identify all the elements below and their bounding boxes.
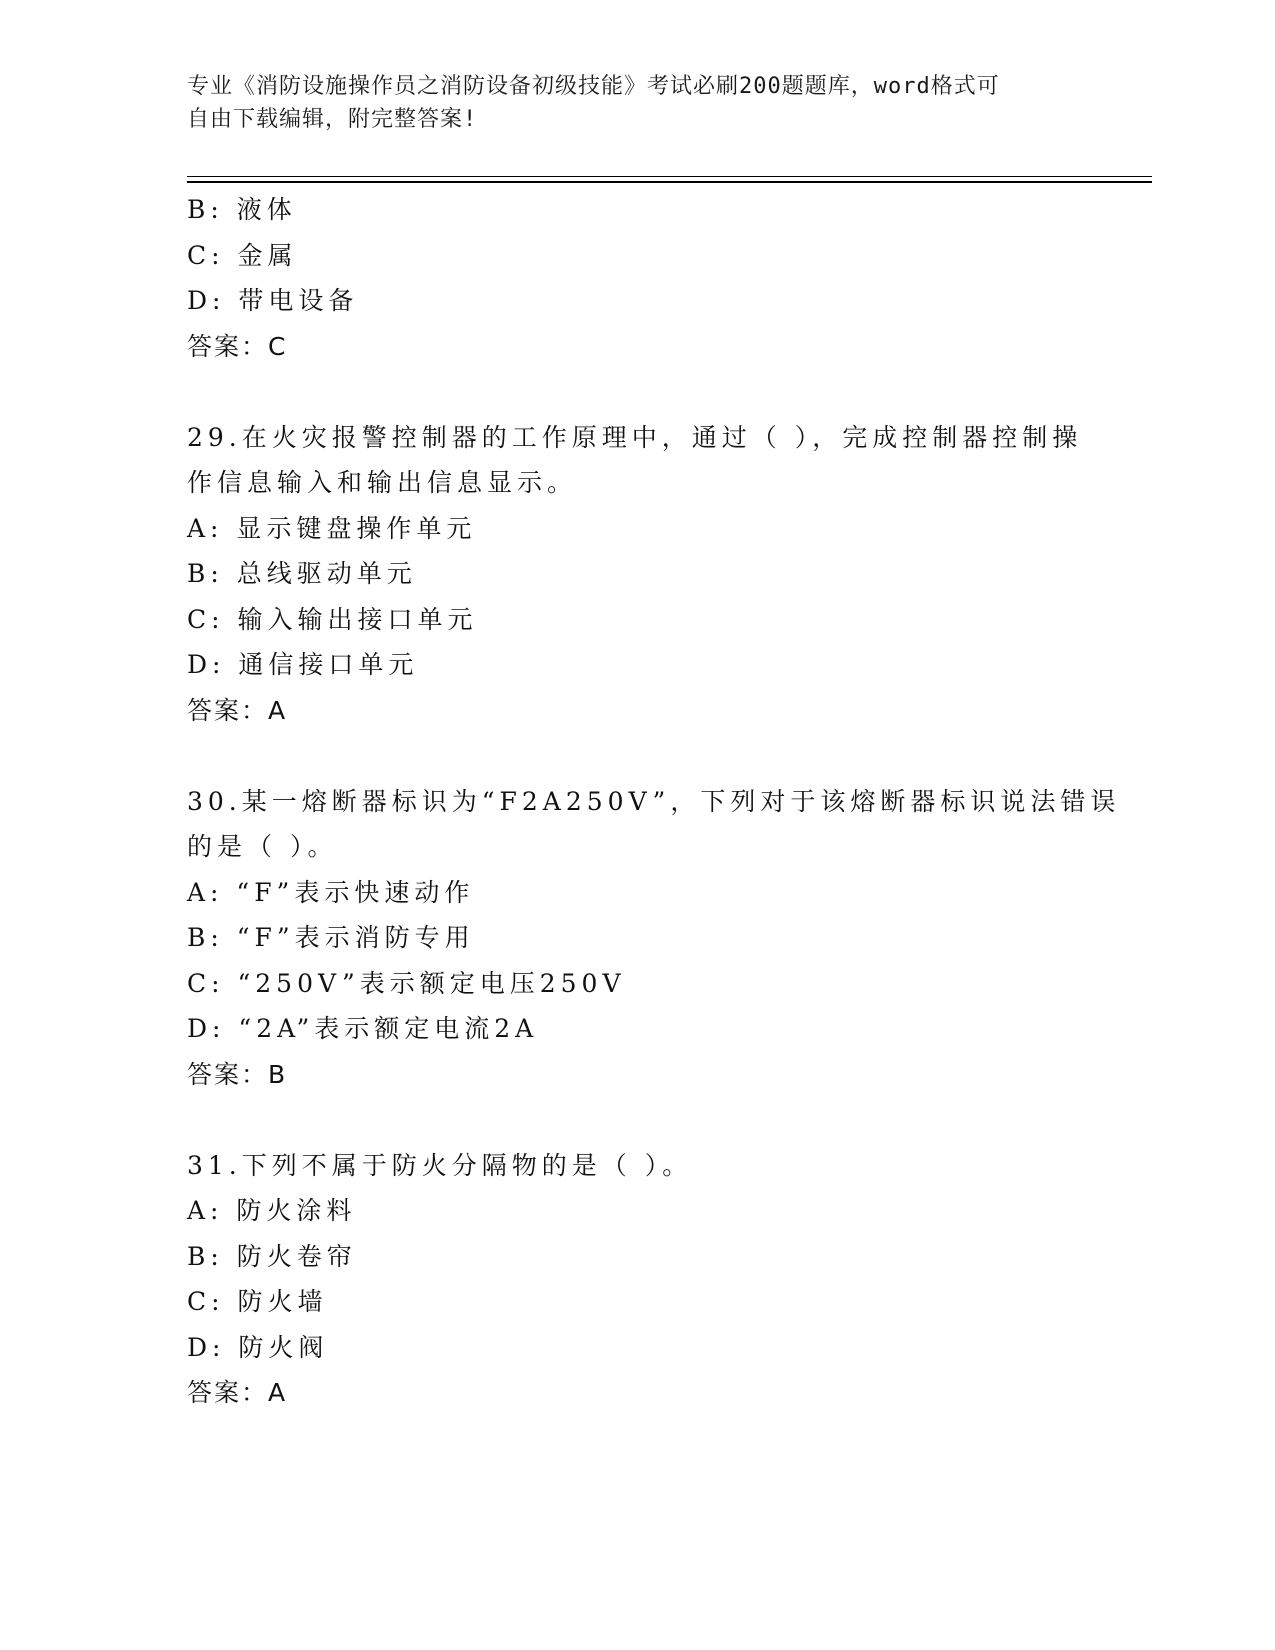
option-a: A: 防火涂料 bbox=[187, 1196, 357, 1225]
option-d: D: 带电设备 bbox=[187, 286, 359, 315]
option-b: B: 防火卷帘 bbox=[187, 1241, 357, 1271]
option-a: A: 显示键盘操作单元 bbox=[187, 513, 477, 543]
option-d: D: 防火阀 bbox=[187, 1332, 329, 1362]
question-stem-continued: 的是（ ）。 bbox=[187, 832, 338, 861]
header-line-2: 自由下载编辑，附完整答案! bbox=[187, 107, 478, 132]
question-28 bbox=[187, 187, 1127, 369]
answer: 答案：A bbox=[187, 695, 288, 725]
answer: 答案：A bbox=[187, 1378, 288, 1407]
question-stem: 30.某一熔断器标识为“F2A250V”，下列对于该熔断器标识说法错误 bbox=[187, 786, 1121, 816]
page-header bbox=[187, 70, 1067, 136]
option-b: B: 总线驱动单元 bbox=[187, 559, 417, 588]
option-c: C: 防火墙 bbox=[187, 1287, 328, 1316]
option-b: B: “F”表示消防专用 bbox=[187, 923, 475, 952]
answer: 答案：C bbox=[187, 331, 288, 361]
option-d: D: 通信接口单元 bbox=[187, 650, 419, 679]
answer: 答案：B bbox=[187, 1059, 288, 1089]
option-a: A: “F”表示快速动作 bbox=[187, 877, 475, 907]
option-c: C: “250V”表示额定电压250V bbox=[187, 968, 626, 998]
header-rule-thin bbox=[187, 176, 1152, 177]
question-list bbox=[187, 187, 1127, 1416]
spacer bbox=[187, 1097, 1127, 1143]
question-stem: 31.下列不属于防火分隔物的是（ ）。 bbox=[187, 1150, 693, 1180]
question-30 bbox=[187, 779, 1127, 1098]
header-line-1: 专业《消防设施操作员之消防设备初级技能》考试必刷200题题库，word格式可 bbox=[187, 74, 1000, 99]
option-b: B: 液体 bbox=[187, 195, 297, 224]
spacer bbox=[187, 733, 1127, 779]
question-stem-continued: 作信息输入和输出信息显示。 bbox=[187, 468, 578, 497]
question-stem: 29.在火灾报警控制器的工作原理中，通过（ ），完成控制器控制操 bbox=[187, 422, 1083, 452]
question-29 bbox=[187, 415, 1127, 734]
question-31 bbox=[187, 1143, 1127, 1416]
header-rule-thick bbox=[187, 181, 1152, 183]
option-c: C: 金属 bbox=[187, 240, 298, 270]
spacer bbox=[187, 369, 1127, 415]
option-d: D: “2A”表示额定电流2A bbox=[187, 1014, 539, 1043]
option-c: C: 输入输出接口单元 bbox=[187, 604, 478, 634]
